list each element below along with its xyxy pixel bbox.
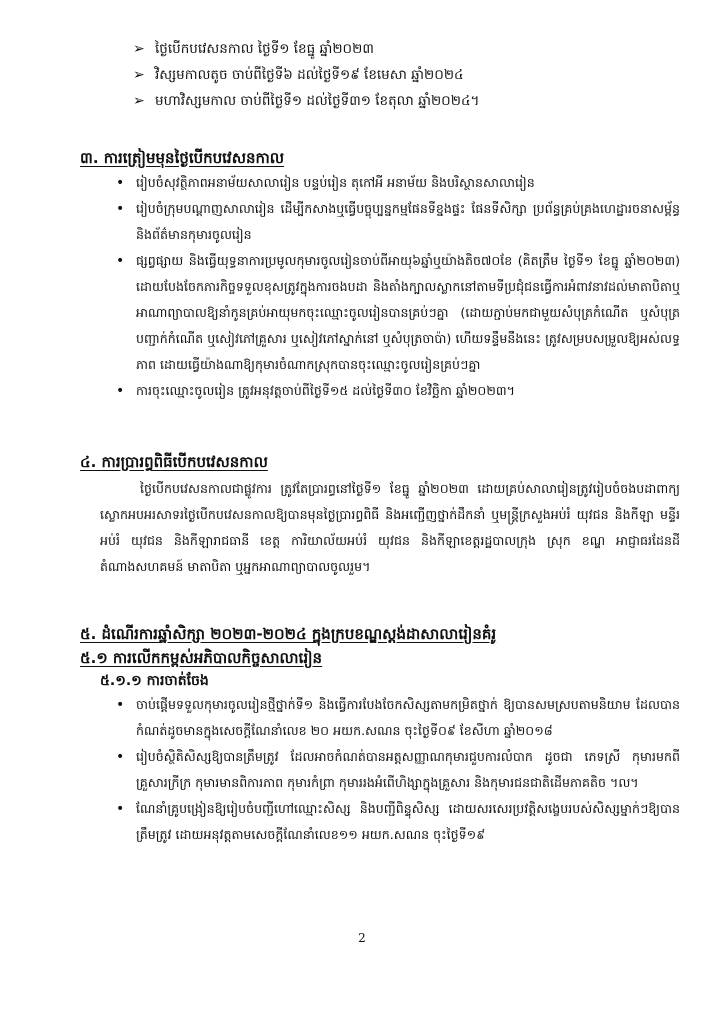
section-3-bullet-list [80,170,680,404]
bullet-text: រៀបចំស្ថិតិសិស្សឱ្យបានត្រឹមត្រូវ ដែលអាចកំណត់បានអត្តសញ្ញាណកុមារជួបការលំបាក ដូចជា ភេទស្រី កុមារមកពីគ្រួសារក្រីក្រ កុមារមានពិការភាព កុមារកំព្រា កុមាររងអំពើហិង្សាក្នុងគ្រួសារ និងកុមារជនជាតិដើមភាគតិច ។ល។ [136,749,680,790]
section-3 [80,146,680,404]
arrow-bullet-icon: ➢ [133,41,145,57]
bullet-dot-icon: • [116,253,125,269]
bullet-text: រៀបចំសុវត្ថិភាពអនាម័យសាលារៀន បន្ទប់រៀន តុកៅអី អនាម័យ និងបរិស្ថានសាលារៀន [136,175,535,190]
list-item [80,744,680,796]
bullet-text: រៀបចំក្រុមបណ្តាញសាលារៀន ដើម្បីកសាងឬធ្វើបច្ចុប្បន្នកម្មផែនទីខ្នងផ្ទះ ផែនទីសិក្សា ប្រព័ន្ធគ្រប់គ្រងហេដ្ឋារចនាសម្ព័ន្ធ និងព័ត៌មានកុមារចូលរៀន [136,201,680,242]
list-item [80,796,680,848]
arrow-list-item [133,62,693,88]
arrow-bullet-icon: ➢ [133,93,145,109]
section-5-1-1-heading: ៥.១.១ ការចាត់ចែង [100,673,209,689]
arrow-list-item [133,36,693,62]
arrow-item-text: វិស្សមកាលតូច ចាប់ពីថ្ងៃទី៦ ដល់ថ្ងៃទី១៩ ខែមេសា ឆ្នាំ២០២៤ [155,67,464,83]
bullet-dot-icon: • [116,201,125,217]
section-4-heading: ៤. ការប្រារព្ធពិធីបើកបវេសនកាល [80,453,268,471]
list-item [80,248,680,378]
section-4-paragraph: ថ្ងៃបើកបវេសនកាលជាផ្លូវការ ត្រូវតែប្រារព្ធនៅថ្ងៃទី១ ខែធ្នូ ឆ្នាំ២០២៣ ដោយគ្រប់សាលារៀនត្រូវរៀបចំចងបដាពាក្យស្លោកអបអរសាទរថ្ងៃបើកបវេសនកាលឱ្យបានមុនថ្ងៃប្រារព្ធពិធី និងអញ្ជើញថ្នាក់ដឹកនាំ ឬមន្ត្រីក្រសួងអប់រំ យុវជន និងកីឡា មន្ទីរអប់រំ យុវជន និងកីឡារាជធានី ខេត្ត ការិយាល័យអប់រំ យុវជន និងកីឡាខេត្តរដ្ឋបាលក្រុង ស្រុក ខណ្ឌ អាជ្ញាធរដែនដី តំណាងសហគមន៍ មាតាបិតា ឬអ្នកអាណាព្យាបាលចូលរួម។ [100,481,680,574]
arrow-list-item [133,88,693,114]
section-3-heading: ៣. ការត្រៀមមុនថ្ងៃបើកបវេសនកាល [80,149,285,167]
section-5 [80,622,680,848]
bullet-text: ការចុះឈ្មោះចូលរៀន ត្រូវអនុវត្តចាប់ពីថ្ងៃទី១៥ ដល់ថ្ងៃទី៣០ ខែវិច្ឆិកា ឆ្នាំ២០២៣។ [136,383,515,398]
list-item [80,378,680,404]
bullet-dot-icon: • [116,175,125,191]
list-item [80,170,680,196]
bullet-dot-icon: • [116,749,125,765]
section-5-bullet-list [80,692,680,848]
bullet-dot-icon: • [116,383,125,399]
list-item [80,196,680,248]
bullet-dot-icon: • [116,697,125,713]
section-4 [80,450,680,580]
bullet-text: ចាប់ផ្តើមទទួលកុមារចូលរៀនថ្មីថ្នាក់ទី១ និងធ្វើការបែងចែកសិស្សតាមកម្រិតថ្នាក់ ឱ្យបានសមស្របតាមនិយាម ដែលបានកំណត់ដូចមានក្នុងសេចក្តីណែនាំលេខ ២០ អយក.សណន ចុះថ្ងៃទី០៩ ខែសីហា ឆ្នាំ២០១៨ [136,697,680,738]
arrow-bullet-icon: ➢ [133,67,145,83]
bullet-text: ផ្សព្វផ្សាយ និងធ្វើយុទ្ធនាការប្រមូលកុមារចូលរៀនចាប់ពីអាយុ៦ឆ្នាំឬយ៉ាងតិច៧០ខែ (គិតត្រឹម ថ្ងៃទី១ ខែធ្នូ ឆ្នាំ២០២៣) ដោយបែងចែកភារកិច្ចទទួលខុសត្រូវក្នុងការចងបដា និងតាំងក្បាលស្លាកនៅតាមទីប្រជុំជនធ្វើការអំពាវនាវដល់មាតាបិតាឬអាណាព្យាបាលឱ្យនាំកូនគ្រប់អាយុមកចុះឈ្មោះចូលរៀនបានគ្រប់ៗគ្នា (ដោយភ្ជាប់មកជាមួយសំបុត្រកំណើត ឬសំបុត្របញ្ជាក់កំណើត ឬសៀវភៅគ្រួសារ ឬសៀវភៅស្នាក់នៅ ឬសំបុត្រចាប៉ា) ហើយទន្ទឹមនឹងនេះ ត្រូវសម្របសម្រួលឱ្យអស់លទ្ធភាព ដោយធ្វើយ៉ាងណាឱ្យកុមារចំណាកស្រុកបានចុះឈ្មោះចូលរៀនគ្រប់ៗគ្នា [136,253,680,372]
arrow-item-text: ថ្ងៃបើកបវេសនកាល ថ្ងៃទី១ ខែធ្នូ ឆ្នាំ២០២៣ [155,41,374,57]
bullet-dot-icon: • [116,801,125,817]
arrow-item-text: មហាវិស្សមកាល ចាប់ពីថ្ងៃទី១ ដល់ថ្ងៃទី៣១ ខែតុលា ឆ្នាំ២០២៤។ [155,93,480,109]
section-5-heading: ៥. ដំណើរការឆ្នាំសិក្សា ២០២៣-២០២៤ ក្នុងក្របខណ្ឌស្តង់ដាសាលារៀនគំរូ [80,625,497,643]
list-item [80,692,680,744]
section-5-1-heading: ៥.១ ការលើកកម្ពស់អភិបាលកិច្ចសាលារៀន [80,649,323,667]
page-number: 2 [358,931,366,945]
bullet-text: ណែនាំគ្រូបង្រៀនឱ្យរៀបចំបញ្ជីហៅឈ្មោះសិស្ស និងបញ្ជីពិន្ទុសិស្ស ដោយសរសេរប្រវត្តិសង្ខេបរបស់សិស្សម្នាក់ៗឱ្យបានត្រឹមត្រូវ ដោយអនុវត្តតាមសេចក្តីណែនាំលេខ១១ អយក.សណន ចុះថ្ងៃទី១៩ [136,801,680,842]
calendar-arrow-list [133,36,693,114]
